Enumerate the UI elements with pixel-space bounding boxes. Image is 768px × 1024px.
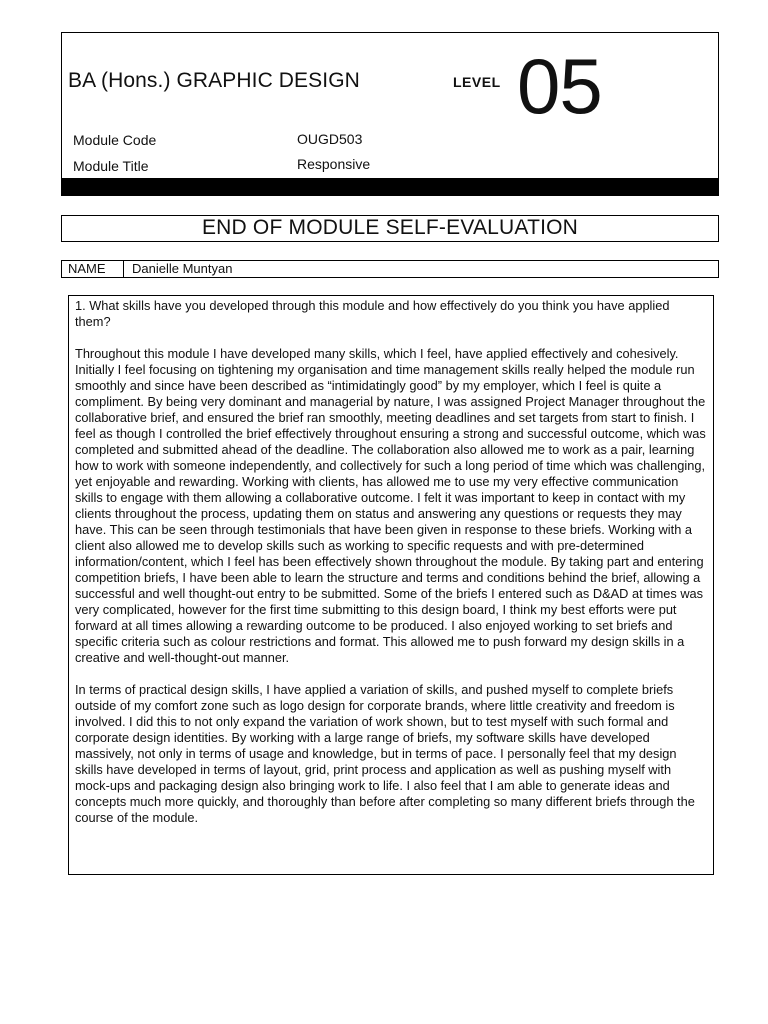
module-title-label: Module Title [73,158,149,174]
answer-paragraph-2: In terms of practical design skills, I have applied a variation of skills, and pushed myself to complete briefs outside of my comfort zone such as logo design for corporate brands, where little creativity and freedom is involved. I did this to not only expand the variation of work shown, but to test myself with such formal and corporate design identities. By working with a large range of briefs, my software skills have developed massively, not only in terms of usage and knowledge, but in terms of pace. I personally feel that my design skills have developed in terms of layout, grid, print process and application as well as pushing myself with mock-ups and packaging design also bringing work to life. I also feel that I am able to generate ideas and concepts much more quickly, and thoroughly than before after completing so many different briefs through the course of the module. [75,682,695,825]
evaluation-title: END OF MODULE SELF-EVALUATION [61,215,719,242]
question-text: 1. What skills have you developed through this module and how effectively do you think you have applied them? [75,298,670,329]
module-title-value: Responsive [297,156,371,172]
name-value: Danielle Muntyan [132,261,233,276]
module-code-label: Module Code [73,132,157,148]
name-label: NAME [62,261,124,277]
level-number: 05 [517,42,602,130]
name-row [61,260,719,278]
course-title: BA (Hons.) GRAPHIC DESIGN [68,69,360,92]
answer-paragraph-1: Throughout this module I have developed many skills, which I feel, have applied effectively and cohesively. Initially I feel focusing on tightening my organisation and time management skills really helped the module run smoothly and since have been described as “intimidatingly good” by my employer, which I feel is quite a compliment. By being very dominant and managerial by nature, I was assigned Project Manager throughout the collaborative brief, and ensured the brief ran smoothly, meeting deadlines and set targets from start to finish. I feel as though I controlled the brief effectively throughout ensuring a strong and successful outcome, which was completed and submitted ahead of the deadline. The collaboration also allowed me to work as a pair, learning how to work with someone independently, and collectively for such a long period of time which was challenging, yet enjoyable and rewarding. Working with clients, has allowed me to use my very effective communication skills to engage with them allowing a collaborative outcome. I felt it was important to keep in contact with my clients throughout the process, updating them on status and answering any questions or requests they may have. This can be seen through testimonials that have been given in response to these briefs. Working with a client also allowed me to develop skills such as working to specific requests and with pre-determined information/content, which I feel has been effectively shown throughout the module. By taking part and entering competition briefs, I have been able to learn the structure and terms and conditions behind the brief, allowing a successful and well thought-out entry to be submitted. Some of the briefs I entered such as D&AD at times was very complicated, however for the first time submitting to this design board, I think my best efforts were put forward at all times allowing a rewarding outcome to be produced. I also enjoyed working to set briefs and specific criteria such as colour restrictions and format. This allowed me to push forward my design skills in a creative and well-thought-out manner. [75,346,706,665]
module-header [61,32,719,196]
level-label: LEVEL [453,74,501,90]
answer-box [68,295,714,875]
module-code-value: OUGD503 [297,131,363,147]
header-divider-bar [62,178,718,195]
